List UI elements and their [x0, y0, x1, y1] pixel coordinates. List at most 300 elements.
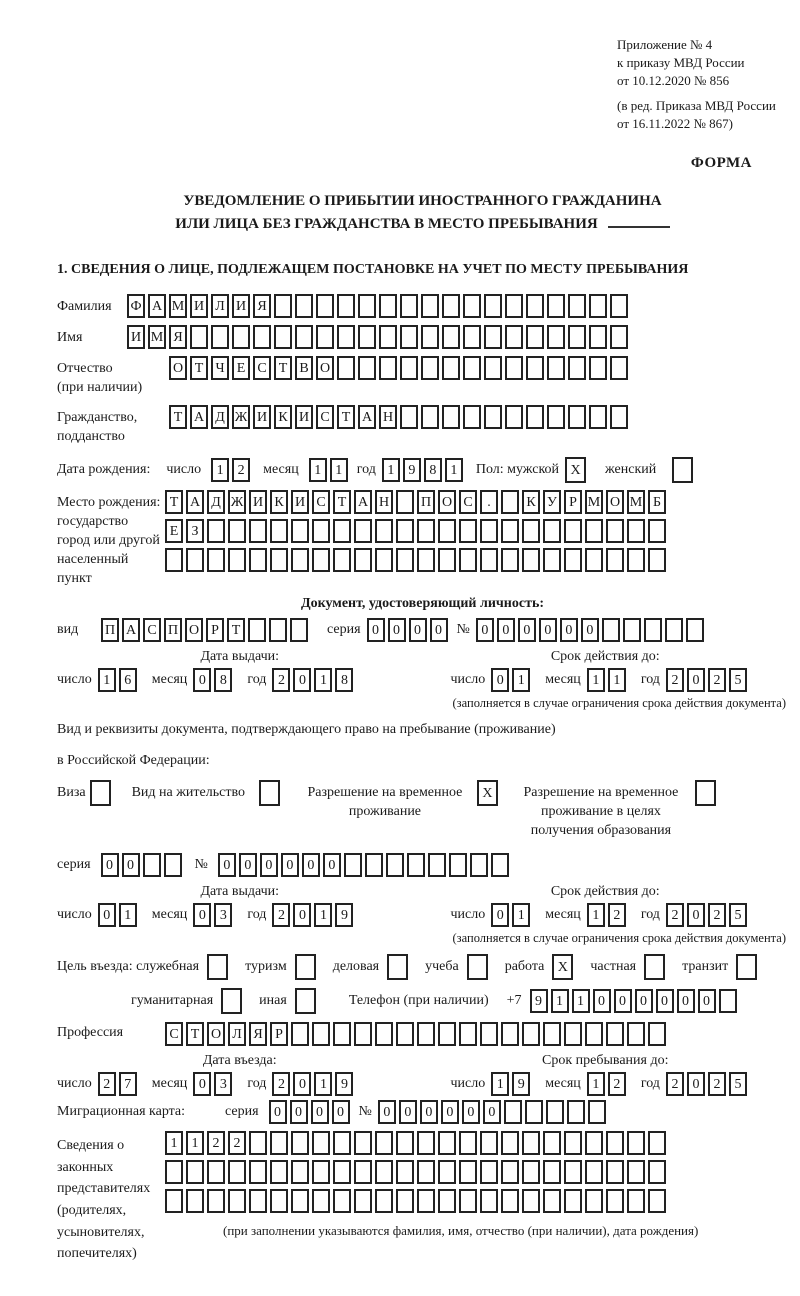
char-box[interactable] — [417, 1022, 435, 1046]
char-box[interactable]: 1 — [314, 668, 332, 692]
char-box[interactable]: 9 — [403, 458, 421, 482]
char-box[interactable]: Б — [648, 490, 666, 514]
char-box[interactable] — [400, 294, 418, 318]
char-box[interactable] — [358, 356, 376, 380]
char-box[interactable] — [396, 1022, 414, 1046]
char-box[interactable] — [400, 405, 418, 429]
char-box[interactable]: 8 — [214, 668, 232, 692]
char-box[interactable] — [421, 405, 439, 429]
char-box[interactable] — [522, 1131, 540, 1155]
char-box[interactable]: 9 — [530, 989, 548, 1013]
char-box[interactable]: 5 — [729, 668, 747, 692]
char-box[interactable] — [459, 1160, 477, 1184]
char-box[interactable] — [421, 294, 439, 318]
char-box[interactable] — [274, 294, 292, 318]
char-box[interactable] — [484, 325, 502, 349]
char-box[interactable]: 1 — [314, 1072, 332, 1096]
char-box[interactable] — [165, 1160, 183, 1184]
char-box[interactable] — [480, 548, 498, 572]
char-box[interactable]: Ф — [127, 294, 145, 318]
char-box[interactable] — [449, 853, 467, 877]
char-box[interactable]: О — [316, 356, 334, 380]
char-box[interactable]: 0 — [560, 618, 578, 642]
char-box[interactable] — [602, 618, 620, 642]
char-box[interactable] — [459, 1189, 477, 1213]
char-box[interactable] — [736, 954, 757, 980]
char-box[interactable]: 0 — [399, 1100, 417, 1124]
char-box[interactable]: С — [143, 618, 161, 642]
char-box[interactable] — [379, 294, 397, 318]
char-box[interactable] — [270, 1189, 288, 1213]
char-box[interactable]: Т — [227, 618, 245, 642]
char-box[interactable] — [585, 1022, 603, 1046]
char-box[interactable]: А — [358, 405, 376, 429]
char-box[interactable]: Л — [228, 1022, 246, 1046]
char-box[interactable]: 1 — [512, 668, 530, 692]
char-box[interactable] — [585, 1189, 603, 1213]
char-box[interactable]: 0 — [593, 989, 611, 1013]
char-box[interactable] — [396, 1189, 414, 1213]
char-box[interactable] — [438, 1160, 456, 1184]
char-box[interactable] — [459, 519, 477, 543]
char-box[interactable]: 0 — [441, 1100, 459, 1124]
char-box[interactable] — [295, 988, 316, 1014]
char-box[interactable] — [228, 1189, 246, 1213]
char-box[interactable] — [543, 1160, 561, 1184]
char-box[interactable]: Л — [211, 294, 229, 318]
char-box[interactable] — [186, 1189, 204, 1213]
char-box[interactable] — [417, 1131, 435, 1155]
char-box[interactable]: X — [565, 457, 586, 483]
char-box[interactable] — [428, 853, 446, 877]
char-box[interactable] — [354, 548, 372, 572]
char-box[interactable]: О — [438, 490, 456, 514]
char-box[interactable] — [504, 1100, 522, 1124]
char-box[interactable]: 2 — [272, 903, 290, 927]
char-box[interactable] — [606, 548, 624, 572]
char-box[interactable] — [627, 519, 645, 543]
char-box[interactable] — [588, 1100, 606, 1124]
char-box[interactable] — [421, 356, 439, 380]
char-box[interactable] — [375, 1131, 393, 1155]
char-box[interactable]: X — [552, 954, 573, 980]
char-box[interactable]: З — [186, 519, 204, 543]
char-box[interactable] — [417, 548, 435, 572]
char-box[interactable] — [606, 1160, 624, 1184]
char-box[interactable]: 0 — [101, 853, 119, 877]
char-box[interactable]: О — [606, 490, 624, 514]
char-box[interactable] — [291, 1189, 309, 1213]
char-box[interactable] — [259, 780, 280, 806]
char-box[interactable] — [438, 1189, 456, 1213]
char-box[interactable]: 1 — [119, 903, 137, 927]
char-box[interactable] — [623, 618, 641, 642]
char-box[interactable]: 0 — [193, 1072, 211, 1096]
char-box[interactable] — [564, 1022, 582, 1046]
char-box[interactable] — [400, 356, 418, 380]
char-box[interactable]: Ж — [228, 490, 246, 514]
char-box[interactable]: 0 — [293, 1072, 311, 1096]
char-box[interactable] — [459, 548, 477, 572]
char-box[interactable] — [291, 1160, 309, 1184]
char-box[interactable]: 2 — [232, 458, 250, 482]
char-box[interactable] — [143, 853, 161, 877]
char-box[interactable] — [606, 1022, 624, 1046]
char-box[interactable]: 0 — [518, 618, 536, 642]
char-box[interactable]: К — [270, 490, 288, 514]
char-box[interactable]: А — [186, 490, 204, 514]
char-box[interactable]: 0 — [122, 853, 140, 877]
char-box[interactable]: К — [274, 405, 292, 429]
char-box[interactable] — [568, 325, 586, 349]
char-box[interactable]: 1 — [445, 458, 463, 482]
char-box[interactable] — [610, 294, 628, 318]
char-box[interactable] — [291, 519, 309, 543]
char-box[interactable]: М — [169, 294, 187, 318]
char-box[interactable] — [522, 548, 540, 572]
char-box[interactable]: Т — [333, 490, 351, 514]
char-box[interactable] — [543, 1131, 561, 1155]
char-box[interactable] — [333, 519, 351, 543]
char-box[interactable]: М — [627, 490, 645, 514]
char-box[interactable] — [312, 1160, 330, 1184]
char-box[interactable]: 2 — [272, 668, 290, 692]
char-box[interactable] — [165, 1189, 183, 1213]
char-box[interactable]: 0 — [656, 989, 674, 1013]
char-box[interactable]: А — [354, 490, 372, 514]
char-box[interactable] — [463, 325, 481, 349]
char-box[interactable] — [396, 490, 414, 514]
char-box[interactable] — [421, 325, 439, 349]
char-box[interactable] — [165, 548, 183, 572]
char-box[interactable] — [484, 405, 502, 429]
char-box[interactable] — [291, 548, 309, 572]
char-box[interactable]: 0 — [420, 1100, 438, 1124]
char-box[interactable]: А — [122, 618, 140, 642]
char-box[interactable] — [695, 780, 716, 806]
char-box[interactable]: 0 — [476, 618, 494, 642]
char-box[interactable]: 0 — [323, 853, 341, 877]
char-box[interactable]: 1 — [587, 1072, 605, 1096]
char-box[interactable]: И — [295, 405, 313, 429]
char-box[interactable]: 2 — [708, 903, 726, 927]
char-box[interactable]: Я — [249, 1022, 267, 1046]
char-box[interactable] — [186, 1160, 204, 1184]
char-box[interactable]: Н — [375, 490, 393, 514]
char-box[interactable] — [269, 618, 287, 642]
char-box[interactable]: 0 — [193, 668, 211, 692]
char-box[interactable] — [316, 294, 334, 318]
char-box[interactable] — [211, 325, 229, 349]
char-box[interactable]: 1 — [211, 458, 229, 482]
char-box[interactable] — [568, 405, 586, 429]
char-box[interactable]: 0 — [293, 668, 311, 692]
char-box[interactable] — [470, 853, 488, 877]
char-box[interactable] — [480, 1160, 498, 1184]
char-box[interactable] — [568, 294, 586, 318]
char-box[interactable] — [526, 325, 544, 349]
char-box[interactable] — [522, 1189, 540, 1213]
char-box[interactable] — [627, 1022, 645, 1046]
char-box[interactable] — [190, 325, 208, 349]
char-box[interactable] — [442, 356, 460, 380]
char-box[interactable]: 1 — [309, 458, 327, 482]
char-box[interactable]: П — [417, 490, 435, 514]
char-box[interactable]: 7 — [119, 1072, 137, 1096]
char-box[interactable] — [547, 356, 565, 380]
char-box[interactable] — [291, 1022, 309, 1046]
char-box[interactable] — [480, 1022, 498, 1046]
char-box[interactable]: 3 — [214, 1072, 232, 1096]
char-box[interactable]: Е — [232, 356, 250, 380]
char-box[interactable] — [291, 1131, 309, 1155]
char-box[interactable] — [438, 1131, 456, 1155]
char-box[interactable]: 0 — [281, 853, 299, 877]
char-box[interactable]: А — [148, 294, 166, 318]
char-box[interactable] — [442, 405, 460, 429]
char-box[interactable]: 0 — [698, 989, 716, 1013]
char-box[interactable] — [564, 1160, 582, 1184]
char-box[interactable] — [312, 1131, 330, 1155]
char-box[interactable]: 2 — [608, 1072, 626, 1096]
char-box[interactable] — [249, 1160, 267, 1184]
char-box[interactable]: Я — [253, 294, 271, 318]
char-box[interactable] — [627, 548, 645, 572]
char-box[interactable] — [501, 490, 519, 514]
char-box[interactable]: Е — [165, 519, 183, 543]
char-box[interactable]: И — [127, 325, 145, 349]
char-box[interactable] — [442, 325, 460, 349]
char-box[interactable]: Р — [564, 490, 582, 514]
char-box[interactable] — [438, 548, 456, 572]
char-box[interactable]: X — [477, 780, 498, 806]
char-box[interactable]: И — [232, 294, 250, 318]
char-box[interactable] — [354, 1189, 372, 1213]
char-box[interactable]: 0 — [462, 1100, 480, 1124]
char-box[interactable]: 0 — [193, 903, 211, 927]
char-box[interactable]: 0 — [367, 618, 385, 642]
char-box[interactable] — [375, 1160, 393, 1184]
char-box[interactable]: 2 — [666, 1072, 684, 1096]
char-box[interactable] — [365, 853, 383, 877]
char-box[interactable] — [207, 548, 225, 572]
char-box[interactable]: 0 — [388, 618, 406, 642]
char-box[interactable] — [522, 1160, 540, 1184]
char-box[interactable] — [522, 519, 540, 543]
char-box[interactable] — [522, 1022, 540, 1046]
char-box[interactable]: 2 — [708, 668, 726, 692]
char-box[interactable] — [567, 1100, 585, 1124]
char-box[interactable]: 1 — [330, 458, 348, 482]
char-box[interactable] — [719, 989, 737, 1013]
char-box[interactable] — [164, 853, 182, 877]
char-box[interactable]: 0 — [239, 853, 257, 877]
char-box[interactable] — [333, 1022, 351, 1046]
char-box[interactable] — [648, 548, 666, 572]
char-box[interactable] — [417, 1189, 435, 1213]
char-box[interactable] — [627, 1131, 645, 1155]
char-box[interactable] — [463, 405, 481, 429]
char-box[interactable]: 0 — [290, 1100, 308, 1124]
char-box[interactable] — [375, 1189, 393, 1213]
char-box[interactable]: 1 — [314, 903, 332, 927]
char-box[interactable] — [665, 618, 683, 642]
char-box[interactable] — [248, 618, 266, 642]
char-box[interactable] — [228, 548, 246, 572]
char-box[interactable]: 0 — [581, 618, 599, 642]
char-box[interactable]: 5 — [729, 903, 747, 927]
char-box[interactable]: 3 — [214, 903, 232, 927]
char-box[interactable] — [417, 1160, 435, 1184]
char-box[interactable] — [375, 548, 393, 572]
char-box[interactable]: О — [185, 618, 203, 642]
char-box[interactable]: 0 — [302, 853, 320, 877]
char-box[interactable] — [480, 519, 498, 543]
char-box[interactable] — [644, 618, 662, 642]
char-box[interactable] — [648, 1160, 666, 1184]
char-box[interactable] — [606, 1189, 624, 1213]
char-box[interactable] — [337, 356, 355, 380]
char-box[interactable]: В — [295, 356, 313, 380]
char-box[interactable] — [484, 356, 502, 380]
char-box[interactable] — [232, 325, 250, 349]
char-box[interactable] — [274, 325, 292, 349]
char-box[interactable]: 1 — [98, 668, 116, 692]
char-box[interactable]: 0 — [218, 853, 236, 877]
char-box[interactable] — [463, 356, 481, 380]
char-box[interactable] — [333, 1131, 351, 1155]
char-box[interactable]: 0 — [409, 618, 427, 642]
char-box[interactable]: П — [101, 618, 119, 642]
char-box[interactable] — [400, 325, 418, 349]
char-box[interactable]: М — [148, 325, 166, 349]
char-box[interactable] — [333, 1160, 351, 1184]
char-box[interactable]: М — [585, 490, 603, 514]
char-box[interactable] — [295, 954, 316, 980]
char-box[interactable] — [316, 325, 334, 349]
char-box[interactable]: К — [522, 490, 540, 514]
char-box[interactable] — [396, 519, 414, 543]
char-box[interactable] — [295, 294, 313, 318]
char-box[interactable]: Т — [337, 405, 355, 429]
char-box[interactable]: 1 — [608, 668, 626, 692]
char-box[interactable]: Т — [190, 356, 208, 380]
char-box[interactable] — [333, 548, 351, 572]
char-box[interactable] — [491, 853, 509, 877]
char-box[interactable] — [396, 548, 414, 572]
char-box[interactable]: Ж — [232, 405, 250, 429]
char-box[interactable]: 0 — [98, 903, 116, 927]
char-box[interactable]: 0 — [311, 1100, 329, 1124]
char-box[interactable] — [525, 1100, 543, 1124]
char-box[interactable] — [358, 325, 376, 349]
char-box[interactable]: 9 — [335, 903, 353, 927]
char-box[interactable] — [505, 405, 523, 429]
char-box[interactable] — [270, 519, 288, 543]
char-box[interactable] — [589, 294, 607, 318]
char-box[interactable]: 0 — [483, 1100, 501, 1124]
char-box[interactable] — [648, 1189, 666, 1213]
char-box[interactable]: А — [190, 405, 208, 429]
char-box[interactable]: 0 — [497, 618, 515, 642]
char-box[interactable]: 6 — [119, 668, 137, 692]
char-box[interactable] — [312, 1022, 330, 1046]
char-box[interactable] — [207, 519, 225, 543]
char-box[interactable]: 1 — [382, 458, 400, 482]
char-box[interactable]: . — [480, 490, 498, 514]
char-box[interactable] — [253, 325, 271, 349]
char-box[interactable] — [589, 325, 607, 349]
char-box[interactable] — [186, 548, 204, 572]
char-box[interactable] — [333, 1189, 351, 1213]
char-box[interactable]: 0 — [539, 618, 557, 642]
char-box[interactable]: 2 — [98, 1072, 116, 1096]
char-box[interactable] — [589, 405, 607, 429]
char-box[interactable] — [585, 548, 603, 572]
char-box[interactable] — [459, 1022, 477, 1046]
char-box[interactable] — [505, 356, 523, 380]
char-box[interactable]: 5 — [729, 1072, 747, 1096]
char-box[interactable]: 0 — [378, 1100, 396, 1124]
char-box[interactable] — [501, 1131, 519, 1155]
char-box[interactable]: 2 — [272, 1072, 290, 1096]
char-box[interactable]: Н — [379, 405, 397, 429]
char-box[interactable]: 2 — [666, 903, 684, 927]
char-box[interactable] — [417, 519, 435, 543]
char-box[interactable] — [547, 294, 565, 318]
char-box[interactable]: И — [249, 490, 267, 514]
char-box[interactable] — [358, 294, 376, 318]
char-box[interactable]: Т — [165, 490, 183, 514]
char-box[interactable]: Ч — [211, 356, 229, 380]
char-box[interactable] — [564, 519, 582, 543]
char-box[interactable] — [228, 1160, 246, 1184]
char-box[interactable] — [564, 548, 582, 572]
char-box[interactable]: 2 — [666, 668, 684, 692]
char-box[interactable] — [375, 1022, 393, 1046]
char-box[interactable]: П — [164, 618, 182, 642]
char-box[interactable] — [547, 405, 565, 429]
char-box[interactable] — [270, 1160, 288, 1184]
char-box[interactable]: 0 — [687, 1072, 705, 1096]
char-box[interactable]: 1 — [587, 903, 605, 927]
char-box[interactable]: С — [312, 490, 330, 514]
char-box[interactable]: И — [190, 294, 208, 318]
char-box[interactable]: 2 — [207, 1131, 225, 1155]
char-box[interactable] — [501, 1160, 519, 1184]
char-box[interactable] — [354, 1022, 372, 1046]
char-box[interactable] — [644, 954, 665, 980]
char-box[interactable] — [648, 519, 666, 543]
char-box[interactable] — [396, 1160, 414, 1184]
char-box[interactable] — [207, 954, 228, 980]
char-box[interactable] — [484, 294, 502, 318]
char-box[interactable] — [337, 294, 355, 318]
char-box[interactable] — [379, 325, 397, 349]
char-box[interactable] — [501, 1022, 519, 1046]
char-box[interactable] — [480, 1131, 498, 1155]
char-box[interactable]: 2 — [608, 903, 626, 927]
char-box[interactable]: 9 — [335, 1072, 353, 1096]
char-box[interactable]: 0 — [687, 903, 705, 927]
char-box[interactable] — [610, 325, 628, 349]
char-box[interactable]: 1 — [165, 1131, 183, 1155]
char-box[interactable] — [543, 519, 561, 543]
char-box[interactable] — [543, 1189, 561, 1213]
char-box[interactable]: 8 — [335, 668, 353, 692]
char-box[interactable]: Т — [169, 405, 187, 429]
char-box[interactable]: С — [316, 405, 334, 429]
